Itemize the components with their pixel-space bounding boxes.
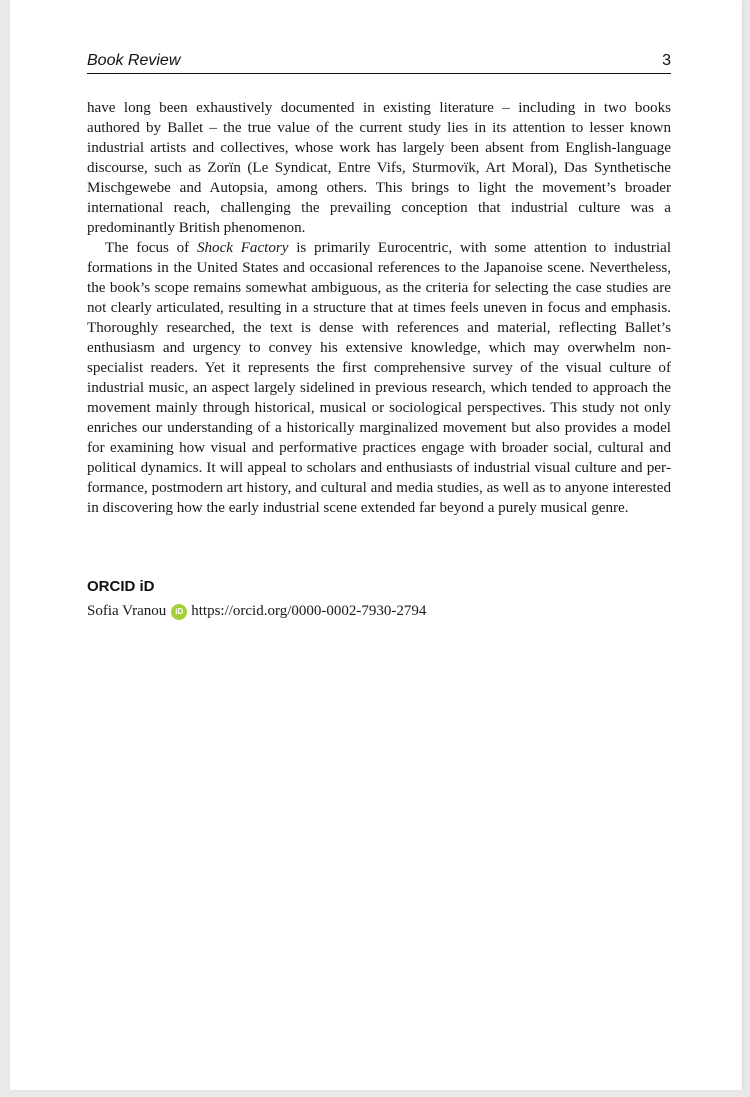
paragraph-2-rest: is primarily Eurocentric, with some attention to industrial formations in the United States and occasional references to the Japanoise scene. Nevertheless, the book’s scope remains somewhat ambiguous, as the criteria for selecting the case studies are not clearly articulated, resulting in a structure that at times feels uneven in focus and emphasis. Thoroughly researched, the text is dense with references and material, reflecting Ballet’s enthusiasm and urgency to convey his extensive knowledge, which may overwhelm non-specialist readers. Yet it represents the first comprehensive survey of the visual culture of industrial music, an aspect largely sidelined in previous research, which tended to approach the movement mainly through historical, musical or sociological perspectives. This study not only enriches our understanding of a historically marginalized movement but also provides a model for examining how visual and performative practices engage with broader social, cultural and political dynamics. It will appeal to scholars and enthusiasts of industrial visual culture and performance, postmodern art history, and cultural and media studies, as well as to anyone interested in discovering how the early industrial scene extended far beyond a purely musical genre. xyxy=(87,240,672,516)
running-header xyxy=(87,52,671,74)
document-page xyxy=(10,0,742,1090)
orcid-heading: ORCID iD xyxy=(87,578,155,595)
paragraph-1: have long been exhaustively documented in existing literature – including in two books authored by Ballet – the true value of the current study lies in its attention to lesser known industrial artists and collectives, whose work has largely been absent from English-language discourse, such as Zorïn (Le Syndicat, Entre Vifs, Sturmovïk, Art Moral), Das Synthetische Mischgewebe and Autopsia, among others. This brings to light the movement’s broader international reach, challenging the prevailing conception that industrial culture was a predominantly British phenomenon. xyxy=(87,100,671,236)
orcid-icon[interactable]: iD xyxy=(171,604,187,620)
orcid-author: Sofia Vranou xyxy=(87,603,167,619)
article-body xyxy=(87,98,671,518)
running-title: Book Review xyxy=(87,52,181,69)
book-title-italic: Shock Factory xyxy=(196,240,289,256)
paragraph-2 xyxy=(87,238,671,518)
orcid-entry xyxy=(87,603,426,620)
paragraph-2-start: The focus of xyxy=(105,240,197,256)
orcid-link[interactable]: https://orcid.org/0000-0002-7930-2794 xyxy=(191,603,427,619)
page-number: 3 xyxy=(662,52,671,69)
